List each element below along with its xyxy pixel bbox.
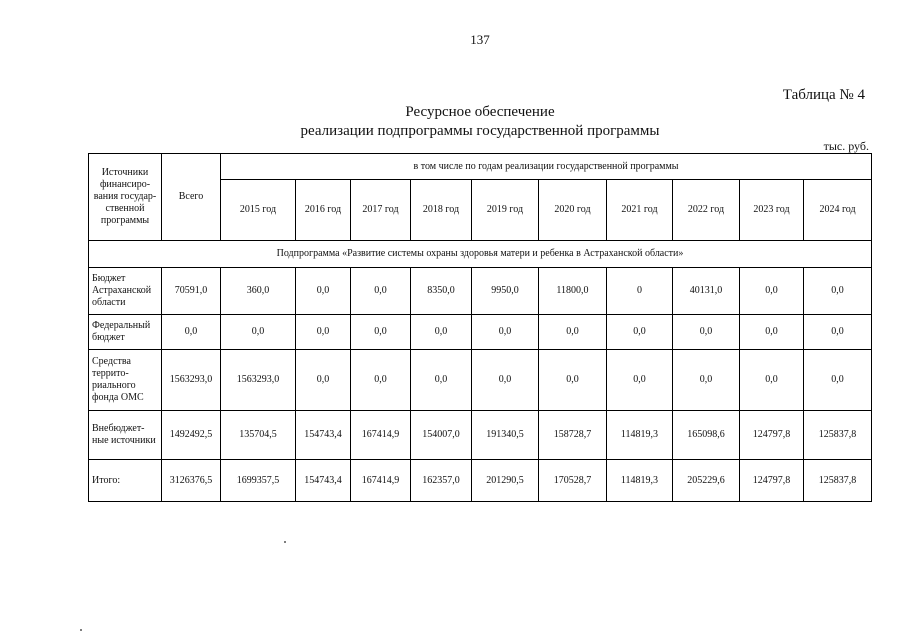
- header-year: 2015 год: [221, 180, 296, 241]
- cell-value: 0,0: [221, 315, 296, 350]
- cell-value: 154743,4: [296, 411, 351, 460]
- cell-value: 360,0: [221, 268, 296, 315]
- header-year: 2019 год: [472, 180, 539, 241]
- cell-value: 0: [607, 268, 673, 315]
- cell-value: 165098,6: [673, 411, 740, 460]
- row-total: 70591,0: [162, 268, 221, 315]
- cell-value: 125837,8: [804, 411, 872, 460]
- row-total: 1492492,5: [162, 411, 221, 460]
- cell-value: 167414,9: [351, 411, 411, 460]
- table-row: [89, 460, 872, 502]
- header-years-group: в том числе по годам реализации государственной программы: [221, 154, 872, 180]
- table-row: [89, 350, 872, 411]
- row-source: Средства террито-риального фонда ОМС: [89, 350, 162, 411]
- cell-value: 0,0: [472, 350, 539, 411]
- cell-value: 191340,5: [472, 411, 539, 460]
- cell-value: 0,0: [740, 268, 804, 315]
- cell-value: 201290,5: [472, 460, 539, 502]
- resource-table: [88, 153, 872, 502]
- cell-value: 0,0: [607, 350, 673, 411]
- header-year: 2016 год: [296, 180, 351, 241]
- cell-value: 0,0: [296, 268, 351, 315]
- cell-value: 124797,8: [740, 460, 804, 502]
- row-source: Федеральный бюджет: [89, 315, 162, 350]
- cell-value: 0,0: [539, 315, 607, 350]
- cell-value: 0,0: [472, 315, 539, 350]
- cell-value: 0,0: [740, 315, 804, 350]
- table-row: [89, 268, 872, 315]
- title-line-2: реализации подпрограммы государственной программы: [300, 123, 660, 139]
- cell-value: 154743,4: [296, 460, 351, 502]
- cell-value: 9950,0: [472, 268, 539, 315]
- cell-value: 0,0: [607, 315, 673, 350]
- cell-value: 40131,0: [673, 268, 740, 315]
- cell-value: 125837,8: [804, 460, 872, 502]
- subprogram-title: Подпрограмма «Развитие системы охраны здоровья матери и ребенка в Астраханской области»: [89, 241, 872, 268]
- document-title: [0, 103, 905, 141]
- table-row: [89, 315, 872, 350]
- row-total: 1563293,0: [162, 350, 221, 411]
- cell-value: 1699357,5: [221, 460, 296, 502]
- cell-value: 0,0: [351, 350, 411, 411]
- cell-value: 0,0: [411, 350, 472, 411]
- cell-value: 0,0: [804, 268, 872, 315]
- cell-value: 0,0: [411, 315, 472, 350]
- cell-value: 0,0: [296, 350, 351, 411]
- title-line-1: Ресурсное обеспечение: [405, 104, 555, 120]
- row-total: 0,0: [162, 315, 221, 350]
- header-year: 2018 год: [411, 180, 472, 241]
- units-label: тыс. руб.: [823, 139, 869, 153]
- cell-value: 0,0: [539, 350, 607, 411]
- cell-value: 154007,0: [411, 411, 472, 460]
- cell-value: 0,0: [351, 315, 411, 350]
- cell-value: 8350,0: [411, 268, 472, 315]
- scan-speck: [284, 541, 286, 543]
- cell-value: 162357,0: [411, 460, 472, 502]
- cell-value: 0,0: [804, 315, 872, 350]
- cell-value: 0,0: [351, 268, 411, 315]
- cell-value: 114819,3: [607, 411, 673, 460]
- header-year: 2022 год: [673, 180, 740, 241]
- cell-value: 167414,9: [351, 460, 411, 502]
- header-year: 2020 год: [539, 180, 607, 241]
- page-number: 137: [470, 32, 490, 47]
- header-source: Источники финансиро-вания государ-ственной программы: [89, 154, 162, 241]
- cell-value: 124797,8: [740, 411, 804, 460]
- header-year: 2024 год: [804, 180, 872, 241]
- header-year: 2021 год: [607, 180, 673, 241]
- cell-value: 135704,5: [221, 411, 296, 460]
- cell-value: 0,0: [673, 315, 740, 350]
- header-year: 2023 год: [740, 180, 804, 241]
- cell-value: 114819,3: [607, 460, 673, 502]
- scan-speck: [80, 629, 82, 631]
- cell-value: 0,0: [740, 350, 804, 411]
- cell-value: 158728,7: [539, 411, 607, 460]
- cell-value: 0,0: [804, 350, 872, 411]
- cell-value: 1563293,0: [221, 350, 296, 411]
- cell-value: 11800,0: [539, 268, 607, 315]
- header-total: Всего: [162, 154, 221, 241]
- table-row: [89, 411, 872, 460]
- row-source: Бюджет Астраханской области: [89, 268, 162, 315]
- header-year: 2017 год: [351, 180, 411, 241]
- row-source: Итого:: [89, 460, 162, 502]
- row-source: Внебюджет-ные источники: [89, 411, 162, 460]
- cell-value: 0,0: [296, 315, 351, 350]
- row-total: 3126376,5: [162, 460, 221, 502]
- cell-value: 0,0: [673, 350, 740, 411]
- cell-value: 205229,6: [673, 460, 740, 502]
- cell-value: 170528,7: [539, 460, 607, 502]
- table-label: Таблица № 4: [782, 87, 865, 103]
